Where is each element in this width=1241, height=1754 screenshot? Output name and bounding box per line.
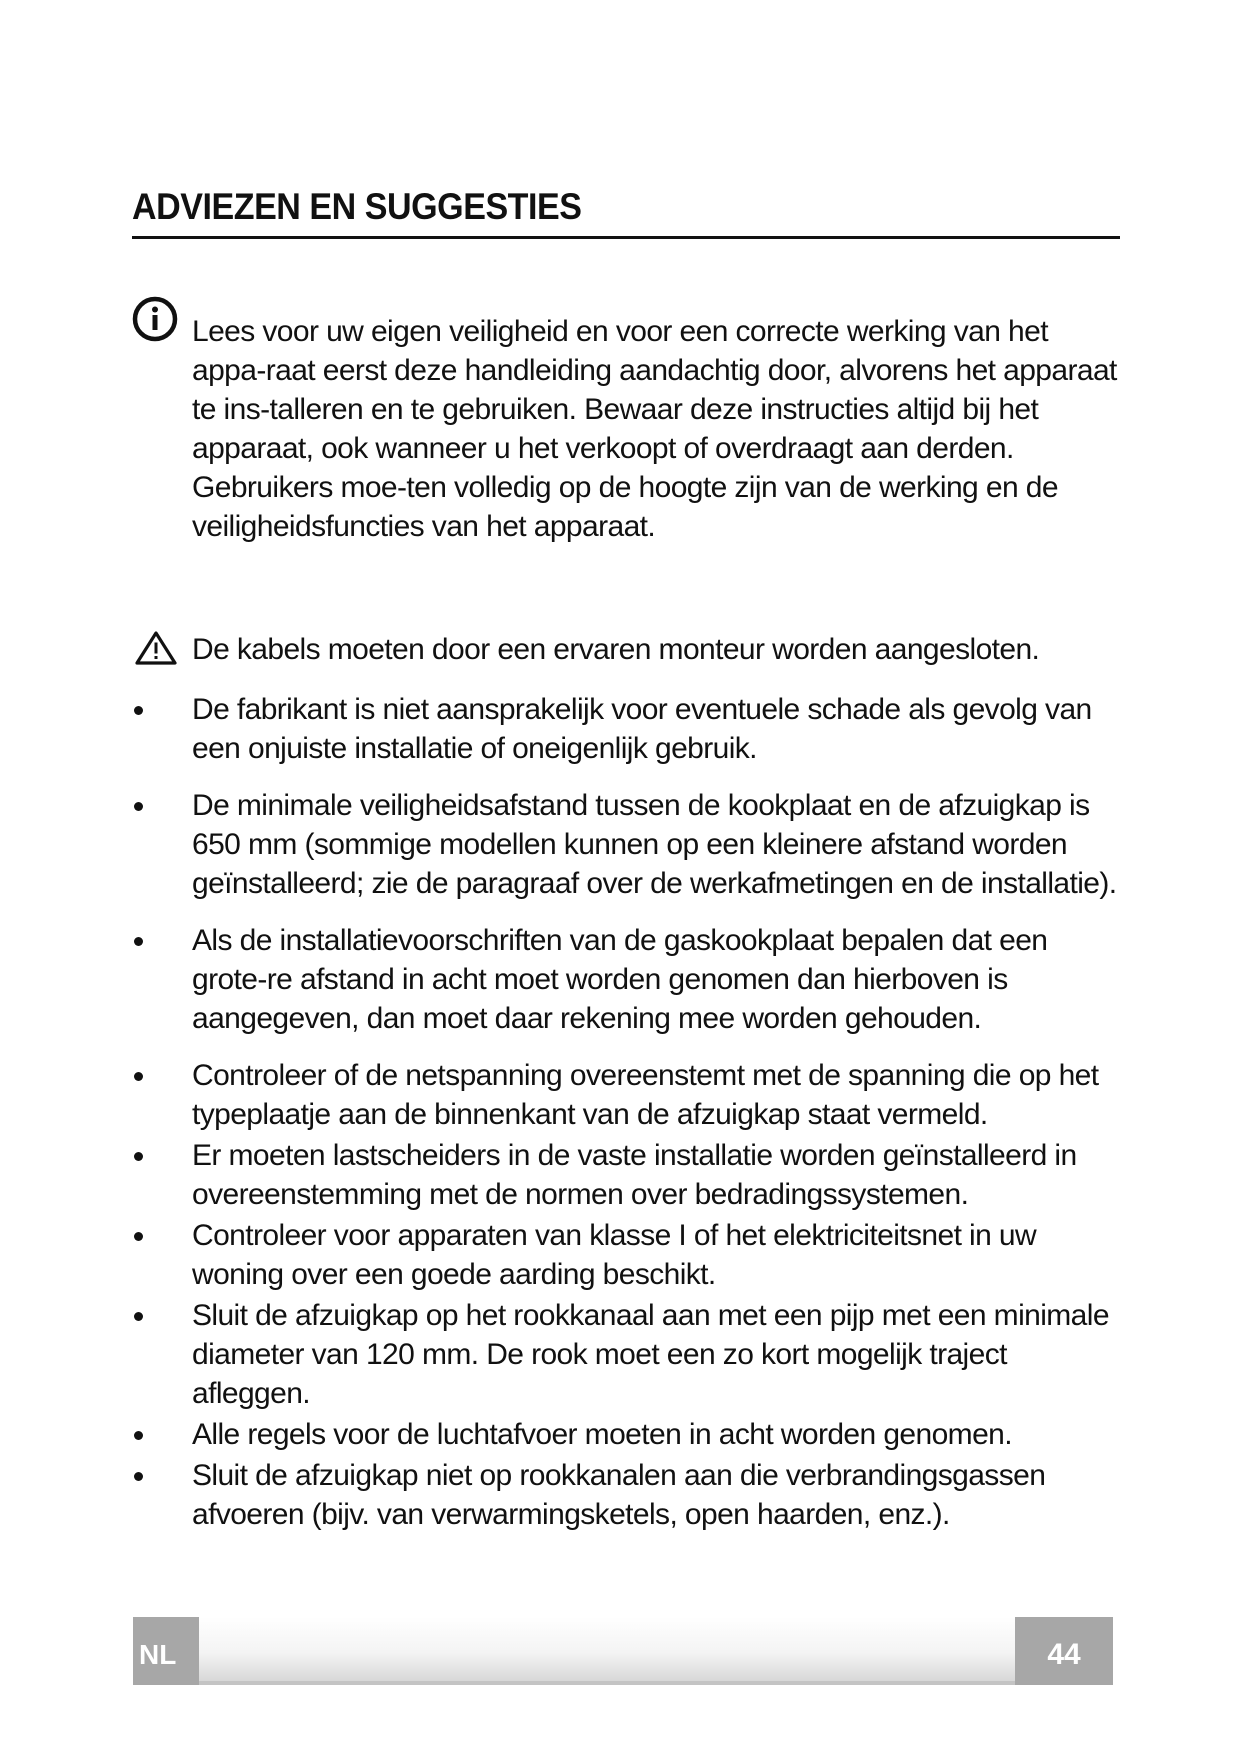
language-badge: NL: [133, 1617, 199, 1685]
list-item-text: De minimale veiligheidsafstand tussen de kookplaat en de afzuigkap is 650 mm (sommige modellen kunnen op een kleinere afstand worden geïnstalleerd; zie de paragraaf over de werkafmetingen en de installatie).: [192, 789, 1117, 900]
warning-triangle-icon: [134, 630, 178, 666]
list-item: [132, 921, 1122, 1038]
list-item-text: Alle regels voor de luchtafvoer moeten in acht worden genomen.: [192, 1418, 1012, 1451]
bullet-dot: [134, 937, 143, 946]
bullet-dot: [134, 802, 143, 811]
bullet-dot: [134, 1472, 143, 1481]
list-item: [132, 1056, 1122, 1134]
list-item: [132, 1415, 1122, 1454]
list-item: [132, 1296, 1122, 1413]
bullet-dot: [134, 706, 143, 715]
page-number: 44: [1015, 1617, 1113, 1685]
warning-note-text: De kabels moeten door een ervaren monteur worden aangesloten.: [192, 633, 1040, 666]
list-item: [132, 1456, 1122, 1534]
list-item: [132, 1216, 1122, 1294]
list-item-text: Sluit de afzuigkap op het rookkanaal aan met een pijp met een minimale diameter van 120 mm. De rook moet een zo kort mogelijk traject afleggen.: [192, 1299, 1109, 1410]
info-note-text: Lees voor uw eigen veiligheid en voor een correcte werking van het appa-raat eerst deze handleiding aandachtig door, alvorens het apparaat te ins-talleren en te gebruiken. Bewaar deze instructies altijd bij het apparaat, ook wanneer u het verkoopt of overdraagt aan derden. Gebruikers moe-ten volledig op de hoogte zijn van de werking en de veiligheidsfuncties van het apparaat.: [192, 315, 1117, 543]
list-item-text: De fabrikant is niet aansprakelijk voor eventuele schade als gevolg van een onjuiste installatie of oneigenlijk gebruik.: [192, 693, 1092, 765]
footer-bar: [133, 1617, 1113, 1685]
bullet-dot: [134, 1232, 143, 1241]
list-item-text: Sluit de afzuigkap niet op rookkanalen aan die verbrandingsgassen afvoeren (bijv. van verwarmingsketels, open haarden, enz.).: [192, 1459, 1046, 1531]
list-item: [132, 1136, 1122, 1214]
page-title: ADVIEZEN EN SUGGESTIES: [132, 186, 582, 227]
list-item: [132, 786, 1122, 903]
bullet-dot: [134, 1152, 143, 1161]
info-icon: [132, 296, 178, 342]
page-footer: [133, 1617, 1113, 1685]
bullet-dot: [134, 1431, 143, 1440]
list-item-text: Er moeten lastscheiders in de vaste installatie worden geïnstalleerd in overeenstemming met de normen over bedradingssystemen.: [192, 1139, 1077, 1211]
list-item-text: Controleer of de netspanning overeenstemt met de spanning die op het typeplaatje aan de binnenkant van de afzuigkap staat vermeld.: [192, 1059, 1099, 1131]
list-item: [132, 690, 1122, 768]
bullet-dot: [134, 1312, 143, 1321]
safety-bullet-list: [132, 690, 1122, 1534]
list-item-text: Als de installatievoorschriften van de gaskookplaat bepalen dat een grote-re afstand in acht moet worden genomen dan hierboven is aangegeven, dan moet daar rekening mee worden gehouden.: [192, 924, 1048, 1035]
title-underline: [132, 236, 1120, 239]
list-item-text: Controleer voor apparaten van klasse I of het elektriciteitsnet in uw woning over een goede aarding beschikt.: [192, 1219, 1037, 1291]
bullet-dot: [134, 1072, 143, 1081]
